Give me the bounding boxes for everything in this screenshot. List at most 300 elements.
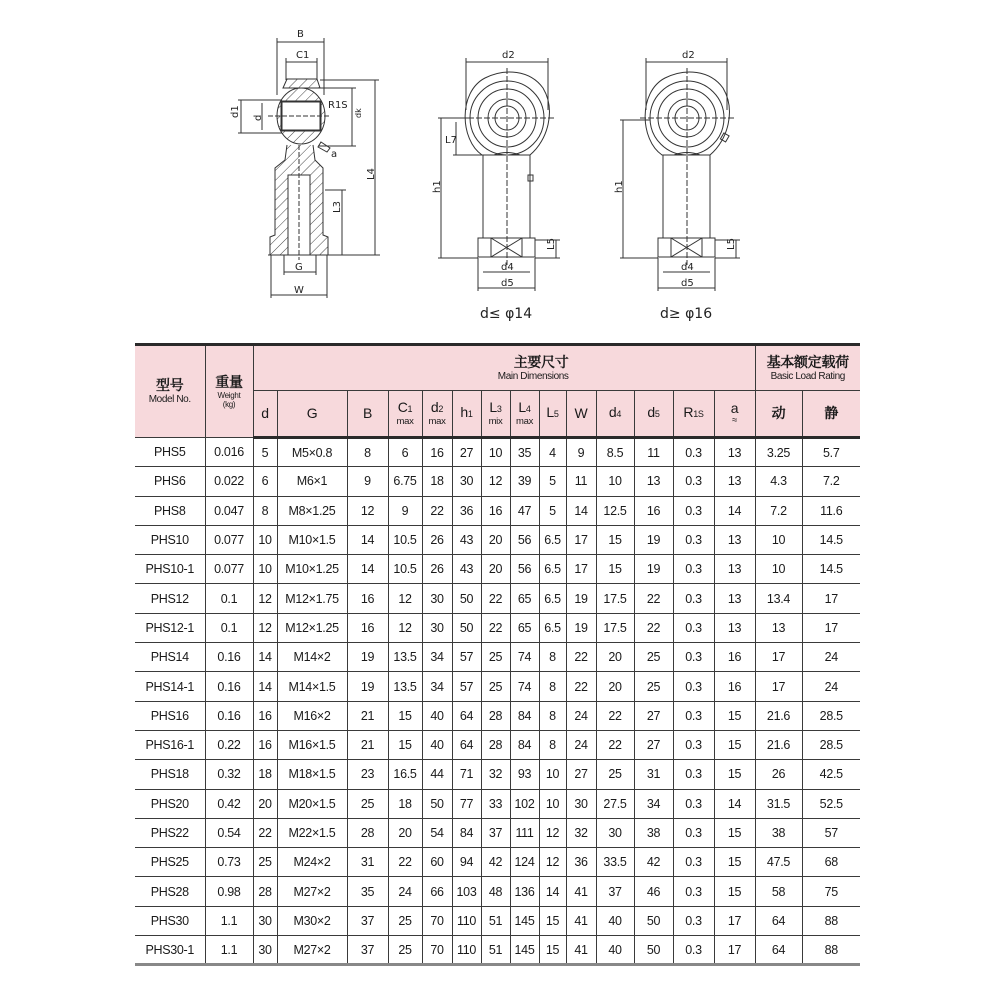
specification-table xyxy=(135,343,860,966)
col-W: W xyxy=(566,391,596,438)
table-row xyxy=(135,936,860,965)
cell-C1: 15 xyxy=(388,701,422,730)
cell-B: 16 xyxy=(347,584,388,613)
cell-dynamic-load: 31.5 xyxy=(755,789,802,818)
cell-L4: 124 xyxy=(510,848,539,877)
cell-R1s: 0.3 xyxy=(673,496,714,525)
cell-d4: 10 xyxy=(596,467,634,496)
cell-B: 19 xyxy=(347,672,388,701)
cell-d5: 27 xyxy=(634,701,673,730)
label-d: d xyxy=(253,114,264,121)
cell-L3: 25 xyxy=(481,643,510,672)
cell-model: PHS8 xyxy=(135,496,205,525)
cell-h1: 77 xyxy=(452,789,481,818)
cell-L5: 4 xyxy=(539,438,566,467)
cell-C1: 22 xyxy=(388,848,422,877)
cell-d4: 12.5 xyxy=(596,496,634,525)
cell-G: M27×2 xyxy=(277,877,347,906)
cell-d: 14 xyxy=(253,643,277,672)
header-load-cn: 基本额定载荷 xyxy=(766,354,849,371)
cell-R1s: 0.3 xyxy=(673,730,714,759)
col-d5: d5 xyxy=(634,391,673,438)
cell-dynamic-load: 7.2 xyxy=(755,496,802,525)
cell-L3: 32 xyxy=(481,760,510,789)
cell-L5: 6.5 xyxy=(539,584,566,613)
cell-d: 16 xyxy=(253,730,277,759)
cell-L3: 28 xyxy=(481,701,510,730)
cell-L4: 65 xyxy=(510,613,539,642)
cell-L5: 6.5 xyxy=(539,613,566,642)
cell-L5: 8 xyxy=(539,701,566,730)
cell-L5: 6.5 xyxy=(539,555,566,584)
col-R1s: R1S xyxy=(673,391,714,438)
cell-model: PHS28 xyxy=(135,877,205,906)
cell-dynamic-load: 3.25 xyxy=(755,438,802,467)
cell-C1: 6 xyxy=(388,438,422,467)
cell-d2: 34 xyxy=(422,672,452,701)
cell-model: PHS10-1 xyxy=(135,555,205,584)
cell-B: 37 xyxy=(347,936,388,965)
table-row xyxy=(135,818,860,847)
table-row xyxy=(135,525,860,554)
table-row xyxy=(135,906,860,935)
cell-d5: 46 xyxy=(634,877,673,906)
table-row xyxy=(135,496,860,525)
cell-R1s: 0.3 xyxy=(673,643,714,672)
cell-h1: 50 xyxy=(452,584,481,613)
cell-h1: 43 xyxy=(452,525,481,554)
technical-drawings xyxy=(0,0,1000,335)
cell-h1: 36 xyxy=(452,496,481,525)
cell-R1s: 0.3 xyxy=(673,789,714,818)
label-G: G xyxy=(295,262,303,273)
cell-B: 28 xyxy=(347,818,388,847)
cell-C1: 12 xyxy=(388,584,422,613)
cell-model: PHS25 xyxy=(135,848,205,877)
table-row xyxy=(135,877,860,906)
cell-L3: 10 xyxy=(481,438,510,467)
cell-model: PHS14 xyxy=(135,643,205,672)
cell-weight: 0.022 xyxy=(205,467,253,496)
label-h1: h1 xyxy=(432,180,443,193)
cell-static-load: 14.5 xyxy=(802,525,860,554)
caption-small-bore: d≤ φ14 xyxy=(480,306,533,322)
cell-L5: 8 xyxy=(539,730,566,759)
cell-static-load: 28.5 xyxy=(802,730,860,759)
header-main-en: Main Dimensions xyxy=(497,370,569,382)
cell-model: PHS12 xyxy=(135,584,205,613)
col-d2: d2 max xyxy=(422,391,452,438)
cell-d4: 22 xyxy=(596,730,634,759)
cell-L4: 145 xyxy=(510,906,539,935)
cell-weight: 0.16 xyxy=(205,672,253,701)
col-L3: L3 mix xyxy=(481,391,510,438)
cell-d2: 30 xyxy=(422,584,452,613)
cell-static-load: 17 xyxy=(802,584,860,613)
cell-static-load: 88 xyxy=(802,906,860,935)
cell-R1s: 0.3 xyxy=(673,613,714,642)
cell-B: 19 xyxy=(347,643,388,672)
cell-h1: 50 xyxy=(452,613,481,642)
cell-h1: 30 xyxy=(452,467,481,496)
cell-L4: 56 xyxy=(510,525,539,554)
cell-weight: 0.077 xyxy=(205,525,253,554)
cell-W: 19 xyxy=(566,613,596,642)
cell-W: 30 xyxy=(566,789,596,818)
cell-weight: 0.32 xyxy=(205,760,253,789)
cell-d: 20 xyxy=(253,789,277,818)
cell-L4: 84 xyxy=(510,730,539,759)
cell-L5: 12 xyxy=(539,848,566,877)
cell-L3: 37 xyxy=(481,818,510,847)
header-model xyxy=(135,345,205,438)
label-dk: dk xyxy=(354,108,363,118)
cell-d5: 22 xyxy=(634,584,673,613)
cell-a: 17 xyxy=(714,936,755,965)
cell-weight: 0.54 xyxy=(205,818,253,847)
cell-B: 16 xyxy=(347,613,388,642)
cell-R1s: 0.3 xyxy=(673,555,714,584)
cell-L3: 48 xyxy=(481,877,510,906)
cell-d: 10 xyxy=(253,525,277,554)
cell-h1: 110 xyxy=(452,936,481,965)
cell-d2: 60 xyxy=(422,848,452,877)
label-d2: d2 xyxy=(682,50,695,61)
cell-G: M5×0.8 xyxy=(277,438,347,467)
cell-dynamic-load: 4.3 xyxy=(755,467,802,496)
label-d5: d5 xyxy=(501,278,514,289)
cell-B: 37 xyxy=(347,906,388,935)
cell-d5: 31 xyxy=(634,760,673,789)
cell-C1: 16.5 xyxy=(388,760,422,789)
cell-W: 24 xyxy=(566,730,596,759)
cell-dynamic-load: 26 xyxy=(755,760,802,789)
cell-L5: 5 xyxy=(539,467,566,496)
table-row xyxy=(135,730,860,759)
cell-d2: 22 xyxy=(422,496,452,525)
cell-d5: 38 xyxy=(634,818,673,847)
cell-a: 13 xyxy=(714,438,755,467)
cell-L4: 39 xyxy=(510,467,539,496)
cell-C1: 24 xyxy=(388,877,422,906)
cell-C1: 25 xyxy=(388,936,422,965)
cell-B: 23 xyxy=(347,760,388,789)
cell-a: 13 xyxy=(714,584,755,613)
cell-G: M16×1.5 xyxy=(277,730,347,759)
cell-C1: 10.5 xyxy=(388,525,422,554)
cell-G: M22×1.5 xyxy=(277,818,347,847)
cell-weight: 0.73 xyxy=(205,848,253,877)
cell-weight: 0.22 xyxy=(205,730,253,759)
table-row xyxy=(135,584,860,613)
cell-B: 12 xyxy=(347,496,388,525)
cell-weight: 0.077 xyxy=(205,555,253,584)
cell-static-load: 75 xyxy=(802,877,860,906)
cell-d4: 33.5 xyxy=(596,848,634,877)
cell-L4: 102 xyxy=(510,789,539,818)
cell-d2: 26 xyxy=(422,555,452,584)
cell-C1: 9 xyxy=(388,496,422,525)
cell-a: 16 xyxy=(714,643,755,672)
cell-d5: 50 xyxy=(634,906,673,935)
cell-d: 12 xyxy=(253,584,277,613)
cell-R1s: 0.3 xyxy=(673,877,714,906)
cell-B: 21 xyxy=(347,701,388,730)
cell-d2: 70 xyxy=(422,936,452,965)
header-model-cn: 型号 xyxy=(156,378,184,394)
cell-L5: 5 xyxy=(539,496,566,525)
cell-L5: 6.5 xyxy=(539,525,566,554)
cell-weight: 0.98 xyxy=(205,877,253,906)
cell-L5: 12 xyxy=(539,818,566,847)
col-a: a ≈ xyxy=(714,391,755,438)
table-row xyxy=(135,672,860,701)
cell-G: M8×1.25 xyxy=(277,496,347,525)
cell-L5: 10 xyxy=(539,789,566,818)
cell-G: M18×1.5 xyxy=(277,760,347,789)
cell-B: 9 xyxy=(347,467,388,496)
cell-L5: 15 xyxy=(539,936,566,965)
cell-d: 6 xyxy=(253,467,277,496)
cell-d4: 17.5 xyxy=(596,584,634,613)
col-h1: h1 xyxy=(452,391,481,438)
cell-static-load: 88 xyxy=(802,936,860,965)
cell-dynamic-load: 17 xyxy=(755,672,802,701)
cell-L4: 47 xyxy=(510,496,539,525)
cell-d5: 25 xyxy=(634,643,673,672)
cell-d5: 50 xyxy=(634,936,673,965)
cell-G: M20×1.5 xyxy=(277,789,347,818)
label-d4: d4 xyxy=(501,262,514,273)
cell-h1: 43 xyxy=(452,555,481,584)
cell-d2: 44 xyxy=(422,760,452,789)
cell-R1s: 0.3 xyxy=(673,760,714,789)
cell-d4: 25 xyxy=(596,760,634,789)
label-d1: d1 xyxy=(230,105,241,118)
cell-C1: 13.5 xyxy=(388,672,422,701)
cell-d5: 11 xyxy=(634,438,673,467)
caption-large-bore: d≥ φ16 xyxy=(660,306,713,322)
cell-model: PHS18 xyxy=(135,760,205,789)
cell-model: PHS20 xyxy=(135,789,205,818)
cell-d2: 40 xyxy=(422,701,452,730)
cell-L3: 20 xyxy=(481,525,510,554)
cell-h1: 27 xyxy=(452,438,481,467)
cell-W: 24 xyxy=(566,701,596,730)
cell-L3: 51 xyxy=(481,936,510,965)
cell-dynamic-load: 10 xyxy=(755,525,802,554)
cell-R1s: 0.3 xyxy=(673,438,714,467)
cell-R1s: 0.3 xyxy=(673,584,714,613)
cell-d4: 20 xyxy=(596,672,634,701)
cell-static-load: 24 xyxy=(802,672,860,701)
label-d5: d5 xyxy=(681,278,694,289)
table-row xyxy=(135,438,860,467)
header-weight-unit: (kg) xyxy=(222,399,236,409)
cell-a: 15 xyxy=(714,701,755,730)
cell-R1s: 0.3 xyxy=(673,906,714,935)
col-L5: L5 xyxy=(539,391,566,438)
cell-L4: 145 xyxy=(510,936,539,965)
rod-end-drawings-svg xyxy=(0,0,1000,335)
cell-R1s: 0.3 xyxy=(673,467,714,496)
cell-L5: 8 xyxy=(539,643,566,672)
cell-h1: 84 xyxy=(452,818,481,847)
label-L4: L4 xyxy=(366,168,377,180)
cell-W: 22 xyxy=(566,672,596,701)
header-load-rating xyxy=(755,345,860,391)
cell-dynamic-load: 64 xyxy=(755,906,802,935)
cell-d4: 27.5 xyxy=(596,789,634,818)
cell-a: 13 xyxy=(714,525,755,554)
cell-a: 17 xyxy=(714,906,755,935)
table-body xyxy=(135,438,860,965)
cell-a: 14 xyxy=(714,496,755,525)
header-main-dimensions xyxy=(253,345,755,391)
cell-R1s: 0.3 xyxy=(673,848,714,877)
cell-C1: 25 xyxy=(388,906,422,935)
cell-a: 13 xyxy=(714,613,755,642)
cell-weight: 1.1 xyxy=(205,906,253,935)
cell-d5: 19 xyxy=(634,525,673,554)
cell-dynamic-load: 38 xyxy=(755,818,802,847)
cell-L5: 15 xyxy=(539,906,566,935)
label-L5: L5 xyxy=(726,238,737,250)
cell-L4: 56 xyxy=(510,555,539,584)
cell-W: 27 xyxy=(566,760,596,789)
cell-C1: 13.5 xyxy=(388,643,422,672)
cell-d: 10 xyxy=(253,555,277,584)
cell-G: M14×1.5 xyxy=(277,672,347,701)
cell-model: PHS14-1 xyxy=(135,672,205,701)
cell-R1s: 0.3 xyxy=(673,525,714,554)
cell-R1s: 0.3 xyxy=(673,672,714,701)
cell-model: PHS30-1 xyxy=(135,936,205,965)
cell-h1: 57 xyxy=(452,672,481,701)
cell-d5: 42 xyxy=(634,848,673,877)
cell-dynamic-load: 21.6 xyxy=(755,730,802,759)
cell-dynamic-load: 21.6 xyxy=(755,701,802,730)
cell-model: PHS30 xyxy=(135,906,205,935)
front-view-large-labels xyxy=(614,50,737,289)
cell-L3: 16 xyxy=(481,496,510,525)
cell-weight: 0.1 xyxy=(205,613,253,642)
cell-a: 16 xyxy=(714,672,755,701)
col-L4: L4 max xyxy=(510,391,539,438)
cell-a: 15 xyxy=(714,818,755,847)
cell-d2: 16 xyxy=(422,438,452,467)
cell-dynamic-load: 64 xyxy=(755,936,802,965)
cell-model: PHS10 xyxy=(135,525,205,554)
cell-L4: 136 xyxy=(510,877,539,906)
cell-dynamic-load: 47.5 xyxy=(755,848,802,877)
cell-R1s: 0.3 xyxy=(673,818,714,847)
cell-L3: 20 xyxy=(481,555,510,584)
cell-d5: 16 xyxy=(634,496,673,525)
cell-model: PHS12-1 xyxy=(135,613,205,642)
cell-weight: 0.16 xyxy=(205,701,253,730)
cell-a: 15 xyxy=(714,760,755,789)
cell-d4: 30 xyxy=(596,818,634,847)
cell-R1s: 0.3 xyxy=(673,936,714,965)
cell-a: 15 xyxy=(714,848,755,877)
cell-C1: 18 xyxy=(388,789,422,818)
cell-B: 14 xyxy=(347,525,388,554)
cell-d: 16 xyxy=(253,701,277,730)
header-row-group xyxy=(135,345,860,391)
cell-C1: 20 xyxy=(388,818,422,847)
label-L3: L3 xyxy=(332,201,343,213)
cell-L4: 74 xyxy=(510,643,539,672)
cell-d2: 30 xyxy=(422,613,452,642)
cell-G: M16×2 xyxy=(277,701,347,730)
cell-h1: 71 xyxy=(452,760,481,789)
table-row xyxy=(135,848,860,877)
cell-d: 25 xyxy=(253,848,277,877)
cell-W: 41 xyxy=(566,936,596,965)
cell-model: PHS6 xyxy=(135,467,205,496)
cell-h1: 110 xyxy=(452,906,481,935)
cell-d: 5 xyxy=(253,438,277,467)
cell-d4: 15 xyxy=(596,525,634,554)
cell-h1: 64 xyxy=(452,701,481,730)
cell-static-load: 68 xyxy=(802,848,860,877)
cell-B: 35 xyxy=(347,877,388,906)
cell-B: 14 xyxy=(347,555,388,584)
cell-weight: 0.1 xyxy=(205,584,253,613)
header-weight xyxy=(205,345,253,438)
cell-C1: 12 xyxy=(388,613,422,642)
col-static-load: 静 xyxy=(802,391,860,438)
col-C1: C1 max xyxy=(388,391,422,438)
cell-d: 22 xyxy=(253,818,277,847)
cell-d2: 26 xyxy=(422,525,452,554)
cell-C1: 10.5 xyxy=(388,555,422,584)
cell-h1: 64 xyxy=(452,730,481,759)
label-L7: L7 xyxy=(445,135,457,146)
cell-dynamic-load: 17 xyxy=(755,643,802,672)
cell-dynamic-load: 58 xyxy=(755,877,802,906)
col-G: G xyxy=(277,391,347,438)
table-row xyxy=(135,613,860,642)
front-view-small-labels xyxy=(432,50,557,289)
cell-d2: 70 xyxy=(422,906,452,935)
cell-L5: 10 xyxy=(539,760,566,789)
cell-h1: 57 xyxy=(452,643,481,672)
cell-d4: 8.5 xyxy=(596,438,634,467)
table-row xyxy=(135,643,860,672)
cell-d: 30 xyxy=(253,906,277,935)
cell-L4: 111 xyxy=(510,818,539,847)
cell-d: 30 xyxy=(253,936,277,965)
label-h1: h1 xyxy=(614,180,625,193)
cell-B: 8 xyxy=(347,438,388,467)
cell-L3: 33 xyxy=(481,789,510,818)
cell-dynamic-load: 10 xyxy=(755,555,802,584)
cell-d4: 40 xyxy=(596,936,634,965)
label-B: B xyxy=(297,29,304,40)
cell-L4: 35 xyxy=(510,438,539,467)
cell-G: M24×2 xyxy=(277,848,347,877)
cell-d4: 20 xyxy=(596,643,634,672)
label-L5: L5 xyxy=(546,238,557,250)
cell-d5: 13 xyxy=(634,467,673,496)
cell-B: 25 xyxy=(347,789,388,818)
cell-d: 12 xyxy=(253,613,277,642)
cell-G: M10×1.25 xyxy=(277,555,347,584)
cell-L5: 14 xyxy=(539,877,566,906)
front-view-small xyxy=(438,58,560,291)
